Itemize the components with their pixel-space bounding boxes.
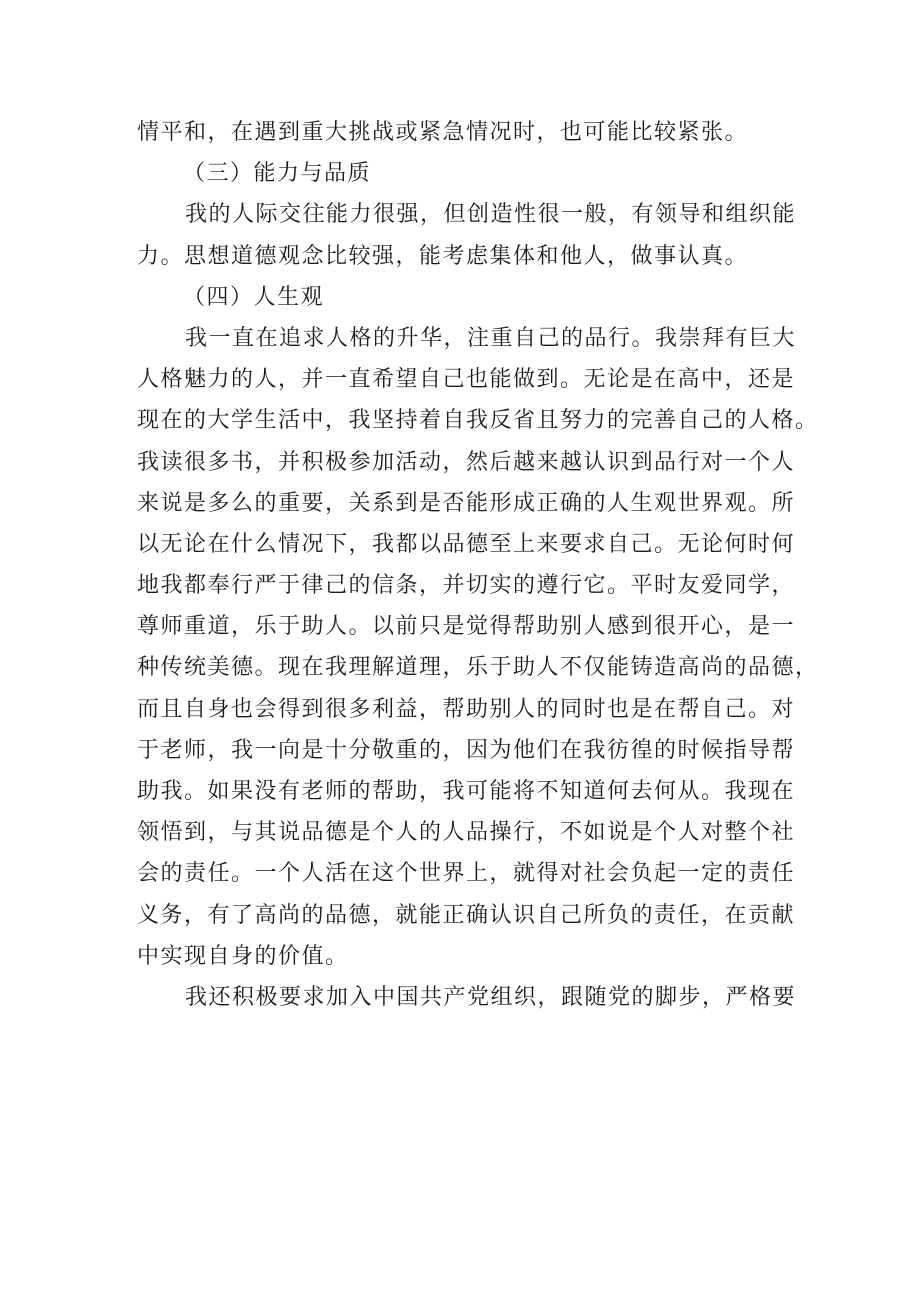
text-line: 领悟到，与其说品德是个人的人品操行，不如说是个人对整个社 — [137, 820, 796, 846]
text-line: 会的责任。一个人活在这个世界上，就得对社会负起一定的责任 — [137, 861, 796, 887]
text-line: 人格魅力的人，并一直希望自己也能做到。无论是在高中，还是 — [137, 367, 796, 393]
text-line: 我读很多书，并积极参加活动，然后越来越认识到品行对一个人 — [137, 449, 796, 475]
text-line: 我一直在追求人格的升华，注重自己的品行。我崇拜有巨大 — [185, 325, 797, 351]
text-line: 助我。如果没有老师的帮助，我可能将不知道何去何从。我现在 — [137, 779, 796, 804]
text-line: 我还积极要求加入中国共产党组织，跟随党的脚步，严格要 — [185, 984, 797, 1010]
text-line: 情平和，在遇到重大挑战或紧急情况时，也可能比较紧张。 — [137, 120, 749, 145]
text-line: 力。思想道德观念比较强，能考虑集体和他人，做事认真。 — [137, 243, 749, 269]
text-line: 义务，有了高尚的品德，就能正确认识自己所负的责任，在贡献 — [137, 902, 796, 928]
text-line: 我的人际交往能力很强，但创造性很一般，有领导和组织能 — [185, 202, 797, 228]
text-line: 现在的大学生活中，我坚持着自我反省且努力的完善自己的人格。 — [137, 408, 819, 434]
text-line: 于老师，我一向是十分敬重的，因为他们在我彷徨的时候指导帮 — [137, 737, 796, 763]
text-line: 中实现自身的价值。 — [137, 943, 349, 969]
text-line: 以无论在什么情况下，我都以品德至上来要求自己。无论何时何 — [137, 531, 796, 557]
text-line: 种传统美德。现在我理解道理，乐于助人不仅能铸造高尚的品德， — [137, 655, 819, 681]
document-body — [137, 112, 819, 1018]
text-line: 尊师重道，乐于助人。以前只是觉得帮助别人感到很开心，是一 — [137, 614, 796, 640]
text-line: 地我都奉行严于律己的信条，并切实的遵行它。平时友爱同学， — [137, 573, 796, 599]
text-line: 来说是多么的重要，关系到是否能形成正确的人生观世界观。所 — [137, 490, 796, 516]
section-heading-life-outlook: （四）人生观 — [183, 284, 325, 310]
section-heading-ability-quality: （三）能力与品质 — [183, 161, 372, 187]
text-line: 而且自身也会得到很多利益，帮助别人的同时也是在帮自己。对 — [137, 696, 796, 722]
